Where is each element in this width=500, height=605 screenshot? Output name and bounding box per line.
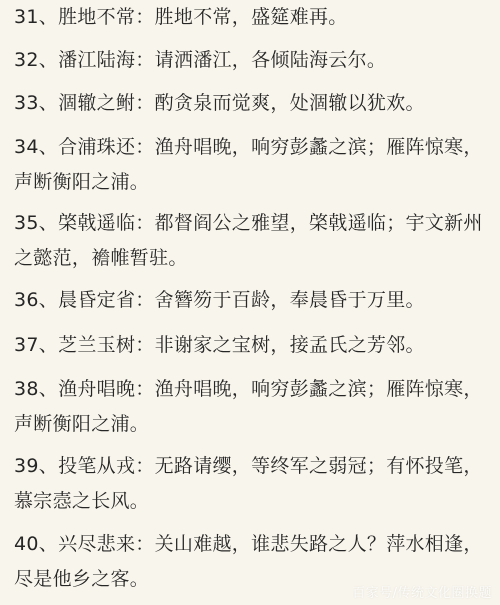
entry-31 xyxy=(14,0,490,35)
entry-separator: ： xyxy=(135,6,155,28)
entry-38 xyxy=(14,372,490,442)
entry-number: 35、 xyxy=(14,212,59,234)
entry-text: 舍簪笏于百龄，奉晨昏于万里。 xyxy=(154,289,425,311)
entry-separator: ： xyxy=(135,334,155,356)
entry-number: 31、 xyxy=(14,6,59,28)
entry-number: 38、 xyxy=(14,378,59,400)
entry-separator: ： xyxy=(135,49,155,71)
entry-number: 34、 xyxy=(14,136,59,158)
entry-number: 37、 xyxy=(14,334,59,356)
entry-title: 投笔从戎 xyxy=(58,455,136,477)
entry-title: 棨戟遥临 xyxy=(58,212,136,234)
entry-title: 渔舟唱晚 xyxy=(58,378,136,400)
entry-32 xyxy=(14,43,490,78)
entry-text: 渔舟唱晚，响穷彭蠡之滨；雁阵惊寒，声断衡阳之浦。 xyxy=(14,136,483,193)
entry-separator: ： xyxy=(135,212,155,234)
entry-number: 36、 xyxy=(14,289,59,311)
entry-text: 非谢家之宝树，接孟氏之芳邻。 xyxy=(154,334,425,356)
entry-separator: ： xyxy=(135,92,155,114)
entry-text: 请洒潘江，各倾陆海云尔。 xyxy=(154,49,387,71)
entry-number: 40、 xyxy=(14,533,59,555)
entry-text: 都督阎公之雅望，棨戟遥临；宇文新州之懿范，襜帷暂驻。 xyxy=(14,212,483,269)
entry-text: 酌贪泉而觉爽，处涸辙以犹欢。 xyxy=(154,92,425,114)
entry-number: 33、 xyxy=(14,92,59,114)
entry-33 xyxy=(14,86,490,121)
entry-title: 晨昏定省 xyxy=(58,289,136,311)
entry-39 xyxy=(14,449,490,519)
entry-34 xyxy=(14,130,490,200)
entry-text: 关山难越，谁悲失路之人？萍水相逢，尽是他乡之客。 xyxy=(14,533,483,590)
entry-title: 芝兰玉树 xyxy=(58,334,136,356)
entry-title: 涸辙之鲋 xyxy=(58,92,136,114)
entry-title: 胜地不常 xyxy=(58,6,136,28)
entry-number: 39、 xyxy=(14,455,59,477)
entry-separator: ： xyxy=(135,455,155,477)
entry-title: 兴尽悲来 xyxy=(58,533,136,555)
watermark-text: 百家号/传统文化圈换题 xyxy=(352,586,492,601)
entry-36 xyxy=(14,283,490,318)
entry-number: 32、 xyxy=(14,49,59,71)
entry-separator: ： xyxy=(135,136,155,158)
entry-title: 潘江陆海 xyxy=(58,49,136,71)
entry-35 xyxy=(14,206,490,276)
entry-text: 渔舟唱晚，响穷彭蠡之滨；雁阵惊寒，声断衡阳之浦。 xyxy=(14,378,483,435)
entry-text: 无路请缨，等终军之弱冠；有怀投笔，慕宗悫之长风。 xyxy=(14,455,483,512)
entry-text: 胜地不常，盛筵难再。 xyxy=(154,6,348,28)
entry-separator: ： xyxy=(135,378,155,400)
entry-separator: ： xyxy=(135,533,155,555)
entry-title: 合浦珠还 xyxy=(58,136,136,158)
entry-separator: ： xyxy=(135,289,155,311)
entry-37 xyxy=(14,328,490,363)
